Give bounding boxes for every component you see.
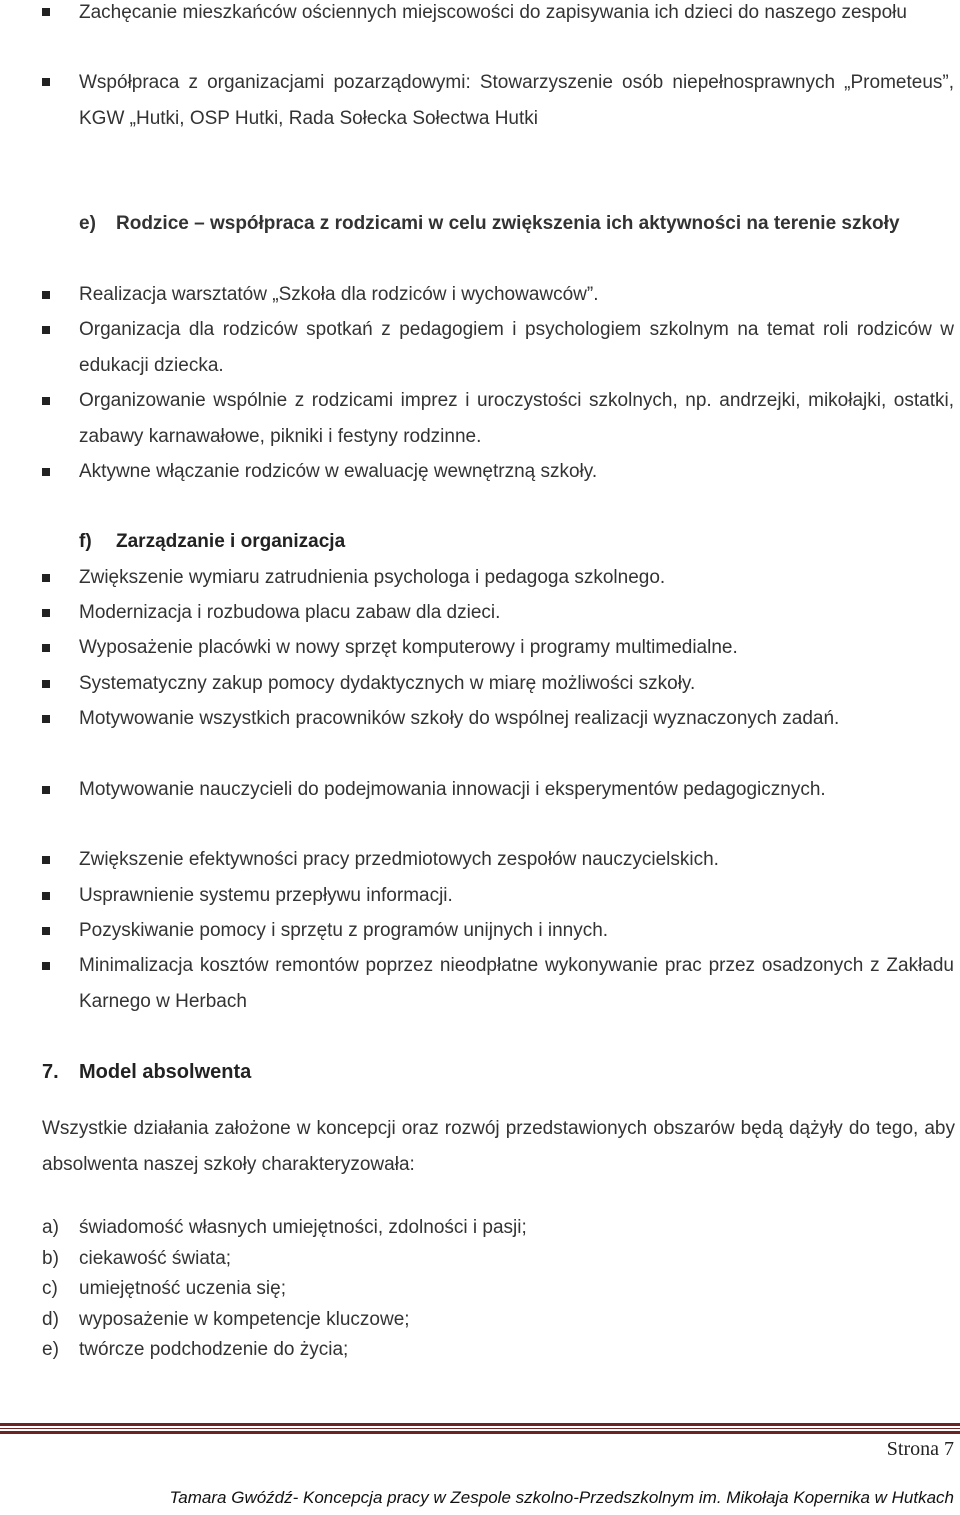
section-e-bullet-3: Organizowanie wspólnie z rodzicami imprez i uroczystości szkolnych, np. andrzejki, mikołajki, ostatki, zabawy karnawałowe, pikniki i festyny rodzinne. <box>79 390 954 447</box>
bullet-marker <box>42 609 50 617</box>
bullet-marker <box>42 326 50 334</box>
list-item-label: d) <box>42 1308 59 1330</box>
section-f-title: Zarządzanie i organizacja <box>116 531 346 552</box>
section-7-intro: Wszystkie działania założone w koncepcji oraz rozwój przedstawionych obszarów będą dążyły do tego, aby absolwenta naszej szkoły charakteryzowała: <box>42 1118 955 1175</box>
page-number: Strona 7 <box>886 1438 954 1460</box>
bullet-marker <box>42 78 50 86</box>
section-f-bullet-6: Motywowanie nauczycieli do podejmowania innowacji i eksperymentów pedagogicznych. <box>79 779 826 800</box>
footer-rule <box>0 1423 960 1437</box>
bullet-marker <box>42 574 50 582</box>
section-f-bullet-10: Minimalizacja kosztów remontów poprzez nieodpłatne wykonywanie prac przez osadzonych z Zakładu Karnego w Herbach <box>79 955 954 1012</box>
bullet-marker <box>42 715 50 723</box>
section-f-bullet-9: Pozyskiwanie pomocy i sprzętu z programów unijnych i innych. <box>79 920 609 941</box>
bullet-marker <box>42 856 50 864</box>
section-f-bullet-3: Wyposażenie placówki w nowy sprzęt komputerowy i programy multimedialne. <box>79 637 738 658</box>
section-e-label: e) <box>79 213 96 234</box>
bullet-marker <box>42 291 50 299</box>
footer-rule-line <box>0 1423 960 1426</box>
footer-rule-line <box>0 1431 960 1434</box>
bullet-marker <box>42 786 50 794</box>
section-f-bullet-8: Usprawnienie systemu przepływu informacji. <box>79 885 453 906</box>
bullet-marker <box>42 468 50 476</box>
bullet-marker <box>42 397 50 405</box>
bullet-marker <box>42 927 50 935</box>
bullet-marker <box>42 962 50 970</box>
list-item-text: umiejętność uczenia się; <box>79 1278 286 1299</box>
section-f-bullet-5: Motywowanie wszystkich pracowników szkoły do wspólnej realizacji wyznaczonych zadań. <box>79 708 840 729</box>
section-f-bullet-1: Zwiększenie wymiaru zatrudnienia psychologa i pedagoga szkolnego. <box>79 567 666 588</box>
section-f-bullet-7: Zwiększenie efektywności pracy przedmiotowych zespołów nauczycielskich. <box>79 849 719 870</box>
section-e-bullet-2: Organizacja dla rodziców spotkań z pedagogiem i psychologiem szkolnym na temat roli rodziców w edukacji dziecka. <box>79 319 954 376</box>
list-item-label: c) <box>42 1278 58 1299</box>
list-item-text: wyposażenie w kompetencje kluczowe; <box>79 1308 410 1330</box>
list-item-text: świadomość własnych umiejętności, zdolności i pasji; <box>79 1217 527 1238</box>
list-item-label: a) <box>42 1217 59 1238</box>
section-7-number: 7. <box>42 1061 59 1083</box>
section-e-bullet-1: Realizacja warsztatów „Szkoła dla rodziców i wychowawców”. <box>79 284 599 305</box>
bullet-marker <box>42 8 50 16</box>
top-bullet-1: Zachęcanie mieszkańców ościennych miejscowości do zapisywania ich dzieci do naszego zespołu <box>79 2 907 23</box>
bullet-marker <box>42 680 50 688</box>
list-item-text: twórcze podchodzenie do życia; <box>79 1339 349 1360</box>
section-f-label: f) <box>79 531 92 552</box>
section-7-heading <box>42 1055 252 1090</box>
bullet-marker <box>42 892 50 900</box>
section-f-bullet-2: Modernizacja i rozbudowa placu zabaw dla dzieci. <box>79 602 501 623</box>
list-item-label: e) <box>42 1339 59 1360</box>
section-f-bullet-4: Systematyczny zakup pomocy dydaktycznych w miarę możliwości szkoły. <box>79 673 696 694</box>
list-item-text: ciekawość świata; <box>79 1247 232 1269</box>
footer-note: Tamara Gwóźdź- Koncepcja pracy w Zespole szkolno-Przedszkolnym im. Mikołaja Kopernika w Hutkach <box>169 1488 954 1507</box>
section-7-title: Model absolwenta <box>79 1061 252 1083</box>
bullet-marker <box>42 644 50 652</box>
section-e-title: Rodzice – współpraca z rodzicami w celu zwiększenia ich aktywności na terenie szkoły <box>116 213 900 234</box>
section-e-heading <box>79 206 946 242</box>
top-bullet-2: Współpraca z organizacjami pozarządowymi: Stowarzyszenie osób niepełnosprawnych „Prometeus”, KGW „Hutki, OSP Hutki, Rada Sołecka Sołectwa Hutki <box>79 72 954 129</box>
list-item-label: b) <box>42 1247 59 1269</box>
section-e-bullet-4: Aktywne włączanie rodziców w ewaluację wewnętrzną szkoły. <box>79 461 598 482</box>
footer-rule-line <box>0 1428 960 1429</box>
